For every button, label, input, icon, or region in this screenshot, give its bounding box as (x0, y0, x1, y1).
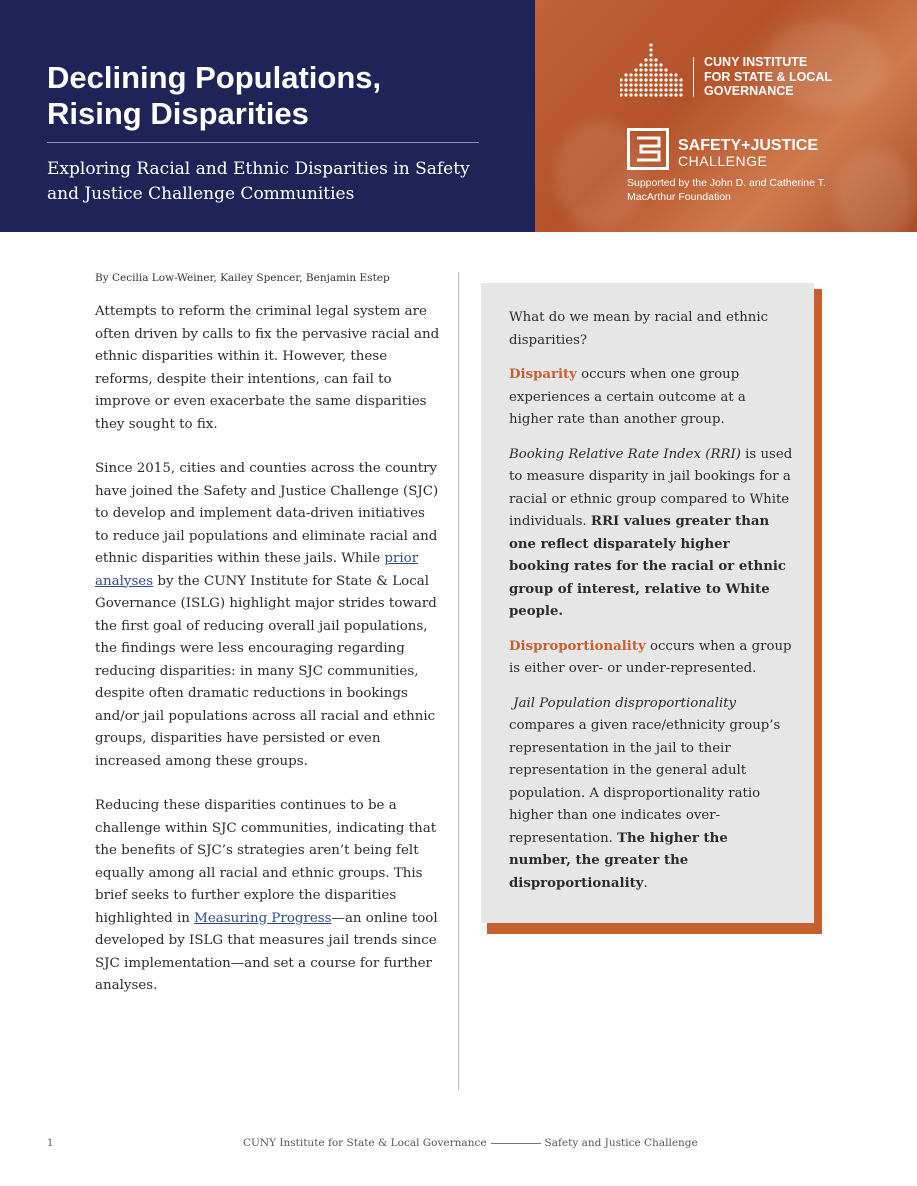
title-divider (47, 142, 479, 143)
cuny-isl-logo-text: CUNY INSTITUTE FOR STATE & LOCAL GOVERNANCE (704, 55, 832, 98)
logo-divider (693, 57, 694, 97)
author-byline: By Cecilia Low-Weiner, Kailey Spencer, Benjamin Estep (95, 272, 390, 284)
paragraph-text: by the CUNY Institute for State & Local Governance (ISLG) highlight major strides toward the first goal of reducing overall jail populations, the findings were less encouraging regarding reducing disparities: in many SJC communities, despite often dramatic reductions in bookings and/or jail populations across all racial and ethnic groups, disparities have persisted or even increased among these groups. (95, 573, 437, 769)
header-title-panel (0, 0, 535, 232)
sjc-support-text: Supported by the John D. and Catherine T. MacArthur Foundation (627, 177, 826, 203)
definition-text: is used to measure disparity in jail bookings for a racial or ethnic group compared to White individuals. (509, 446, 793, 529)
rri-emphasis: RRI values greater than one reflect disparately higher booking rates for the racial or ethnic group of interest, relative to White people. (509, 514, 787, 619)
paragraph-text: Reducing these disparities continues to be a challenge within SJC communities, indicating that the benefits of SJC’s strategies aren’t being felt equally among all racial and ethnic groups. This brief seeks to further explore the disparities highlighted in (95, 798, 437, 926)
body-paragraph-2 (95, 458, 440, 773)
footer-org: CUNY Institute for State & Local Governance (243, 1137, 487, 1149)
definitions-content (509, 307, 794, 907)
definition-text: occurs when one group experiences a certain outcome at a higher rate than another group. (509, 367, 746, 427)
definition-jail-population (509, 693, 794, 896)
term-rri: Booking Relative Rate Index (RRI) (509, 446, 741, 462)
page-number: 1 (47, 1138, 54, 1149)
page-subtitle: Exploring Racial and Ethnic Disparities in Safety and Justice Challenge Communities (47, 159, 470, 204)
paragraph-text: —an online tool developed by ISLG that measures jail trends since SJC implementation—and set a course for further analyses. (95, 910, 438, 993)
title-line-1: Declining Populations, (47, 60, 382, 95)
cuny-isl-logo (620, 42, 860, 102)
definition-disparity (509, 364, 794, 432)
sjc-maze-icon (627, 128, 669, 170)
definition-text: compares a given race/ethnicity group’s representation in the jail to their representation in the general adult population. A disproportionality ratio higher than one indicates over-representation. (509, 718, 781, 846)
prior-analyses-link[interactable]: prior analyses (95, 551, 419, 589)
term-disparity: Disparity (509, 367, 577, 382)
sidebar-heading: What do we mean by racial and ethnic disparities? (509, 310, 769, 348)
skyline-dots-icon (620, 42, 686, 100)
definitions-sidebar (481, 283, 814, 923)
footer-program: Safety and Justice Challenge (544, 1137, 698, 1149)
footer-rule (491, 1143, 541, 1144)
definition-end: . (643, 875, 648, 891)
sjc-logo-subtitle: CHALLENGE (678, 153, 768, 169)
body-paragraph-1: Attempts to reform the criminal legal system are often driven by calls to fix the pervasive racial and ethnic disparities within it. However, these reforms, despite their intentions, can fail to improve or even exacerbate the same disparities they sought to fix. (95, 304, 440, 432)
main-body-column (95, 301, 440, 1020)
term-jail-population: Jail Population disproportionality (513, 695, 737, 711)
jail-emphasis: The higher the number, the greater the disproportionality (509, 830, 728, 891)
definition-text: occurs when a group is either over- or under-represented. (509, 638, 792, 676)
sjc-logo-name: SAFETY+JUSTICE (678, 137, 819, 154)
page-header (0, 0, 917, 232)
body-paragraph-3 (95, 795, 440, 998)
title-line-2: Rising Disparities (47, 96, 309, 131)
definition-disproportionality (509, 636, 794, 681)
column-divider (458, 272, 459, 1090)
definition-rri (509, 444, 794, 624)
term-disproportionality: Disproportionality (509, 638, 646, 654)
page-title (47, 60, 381, 132)
paragraph-text: Since 2015, cities and counties across the country have joined the Safety and Justice Challenge (SJC) to develop and implement data-driven initiatives to reduce jail populations and eliminate racial and ethnic disparities within these jails. While (95, 461, 439, 566)
page-footer (243, 1137, 698, 1149)
sjc-logo (627, 128, 887, 208)
measuring-progress-link[interactable]: Measuring Progress (194, 910, 332, 926)
